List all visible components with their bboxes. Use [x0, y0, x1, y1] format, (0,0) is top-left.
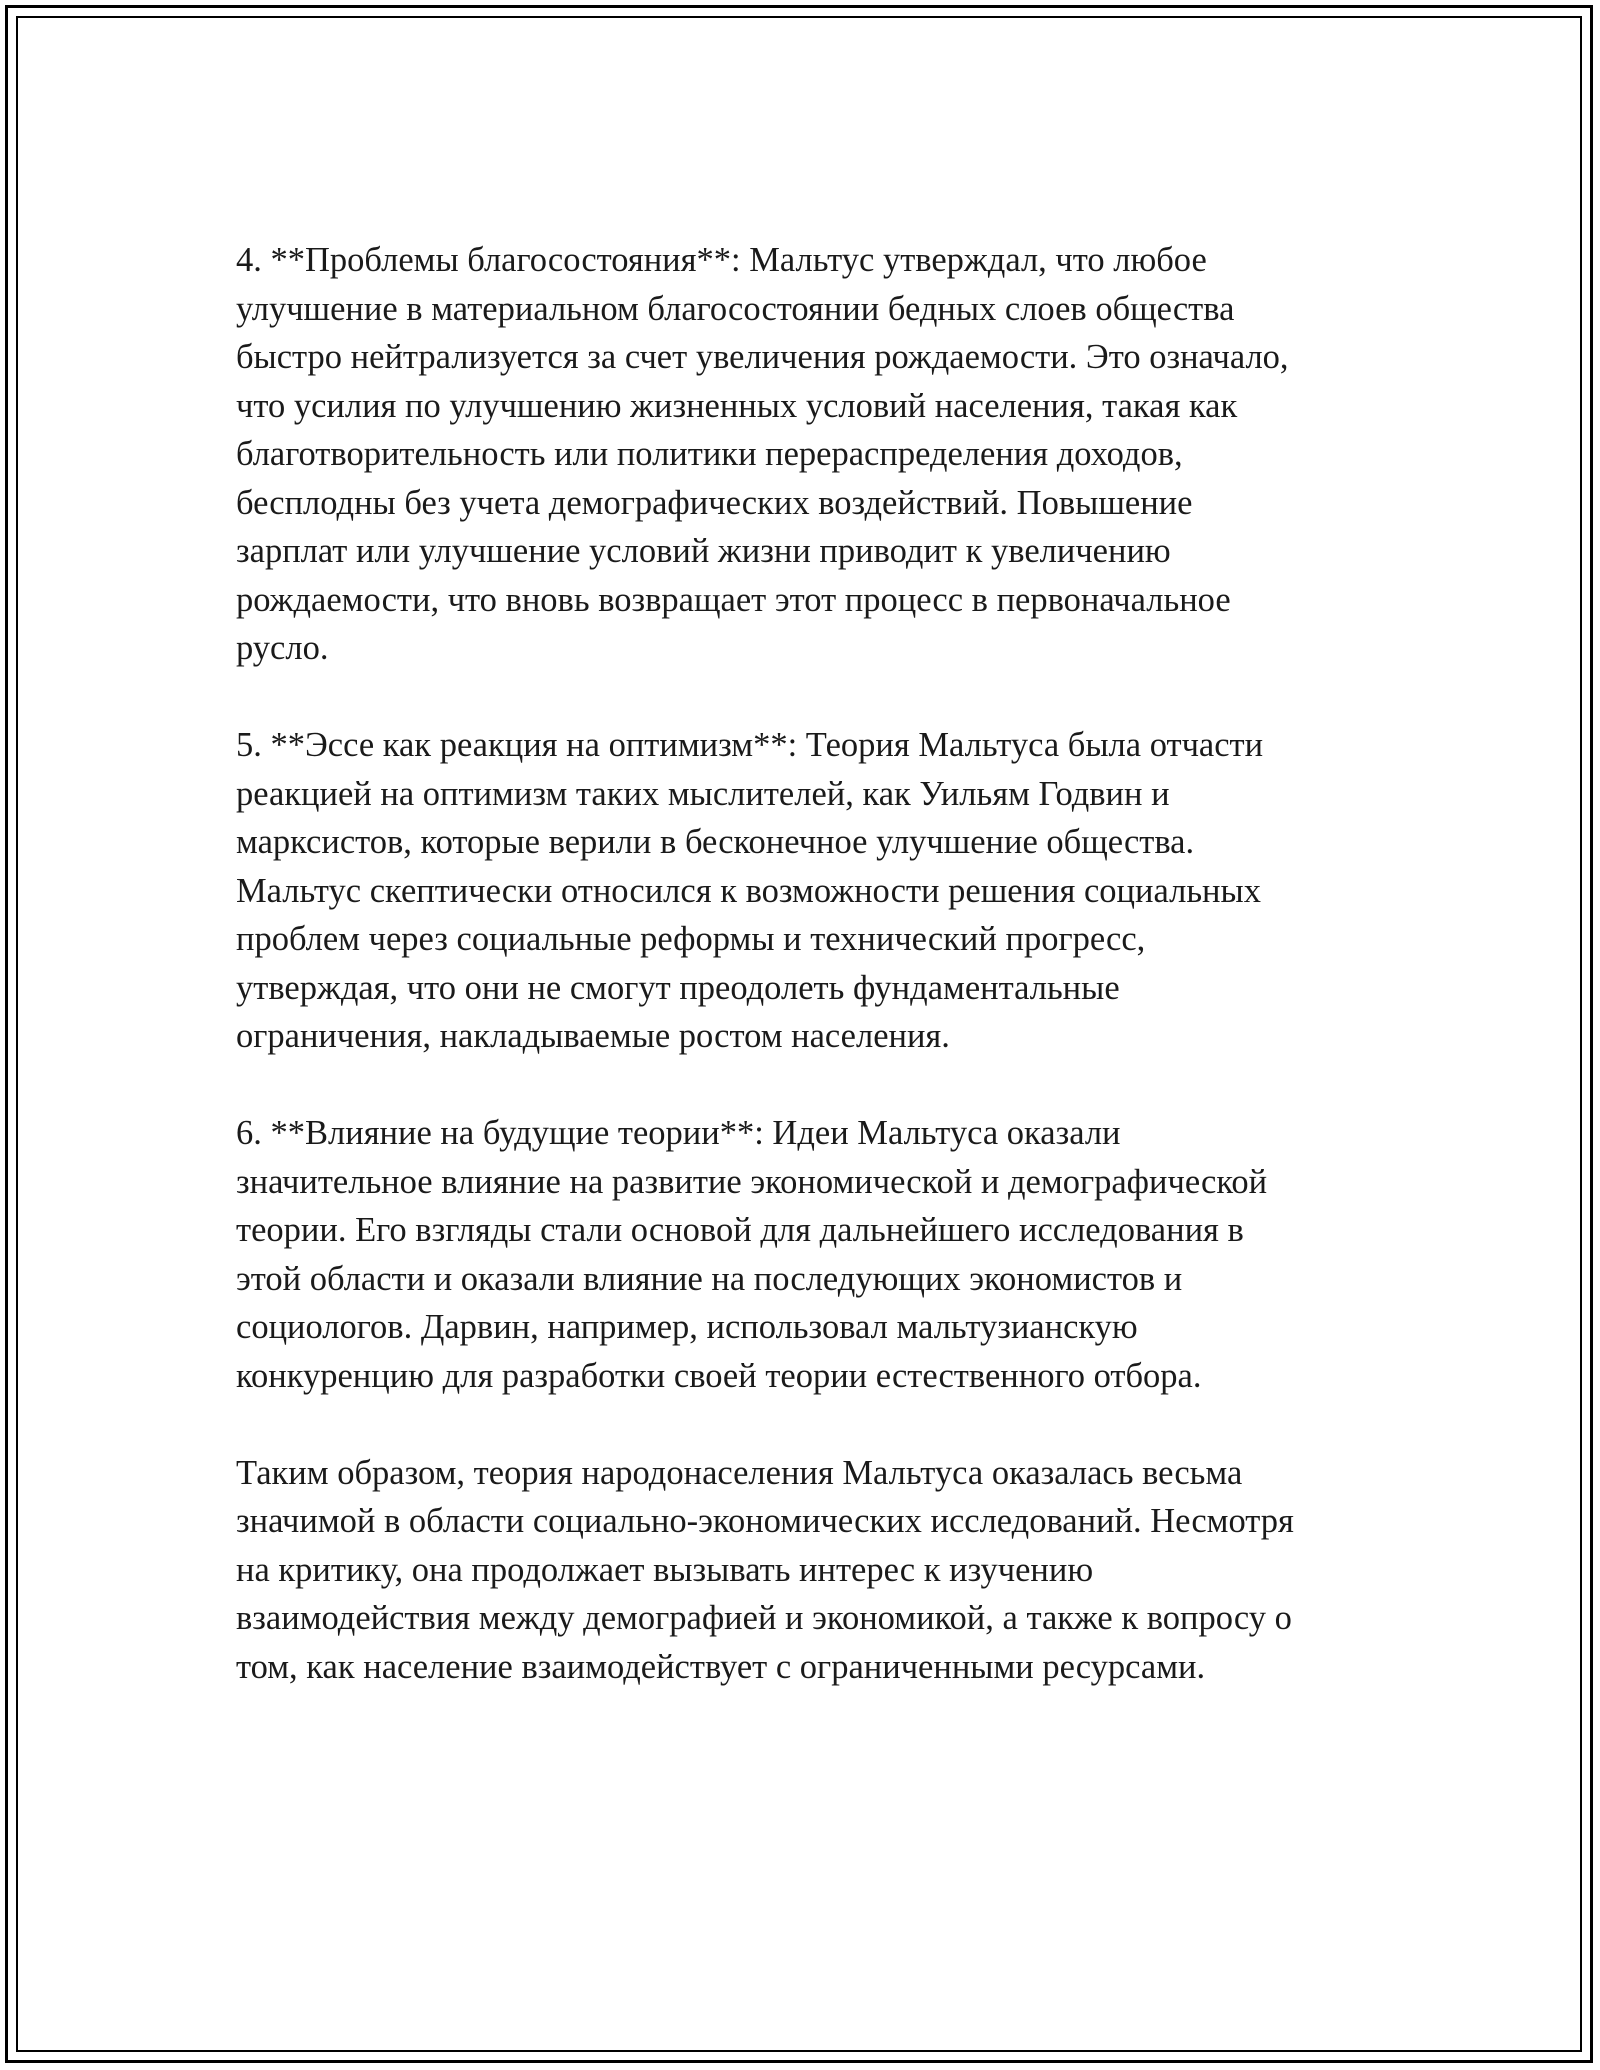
paragraph-influence-on-theories: 6. **Влияние на будущие теории**: Идеи Мальтуса оказали значительное влияние на развитие экономической и демографической теории. Его взгляды стали основой для дальнейшего исследования в этой области и оказали влияние на последующих экономистов и социологов. Дарвин, например, использовал мальтузианскую конкуренцию для разработки своей теории естественного отбора.	[236, 1114, 1268, 1395]
paragraph-conclusion: Таким образом, теория народонаселения Мальтуса оказалась весьма значимой в области социально-экономических исследований. Несмотря на критику, она продолжает вызывать интерес к изучению взаимодействия между демографией и экономикой, а также к вопросу о том, как население взаимодействует с ограниченными ресурсами.	[236, 1453, 1294, 1686]
paragraph-welfare-problems: 4. **Проблемы благосостояния**: Мальтус утверждал, что любое улучшение в материальном благосостоянии бедных слоев общества быстро нейтрализуется за счет увеличения рождаемости. Это означало, что усилия по улучшению жизненных условий населения, такая как благотворительность или политики перераспределения доходов, бесплодны без учета демографических воздействий. Повышение зарплат или улучшение условий жизни приводит к увеличению рождаемости, что вновь возвращает этот процесс в первоначальное русло.	[236, 241, 1289, 667]
document-body	[236, 236, 1376, 1740]
paragraph-reaction-to-optimism: 5. **Эссе как реакция на оптимизм**: Теория Мальтуса была отчасти реакцией на оптимизм таких мыслителей, как Уильям Годвин и марксистов, которые верили в бесконечное улучшение общества. Мальтус скептически относился к возможности решения социальных проблем через социальные реформы и технический прогресс, утверждая, что они не смогут преодолеть фундаментальные ограничения, накладываемые ростом населения.	[236, 726, 1264, 1055]
